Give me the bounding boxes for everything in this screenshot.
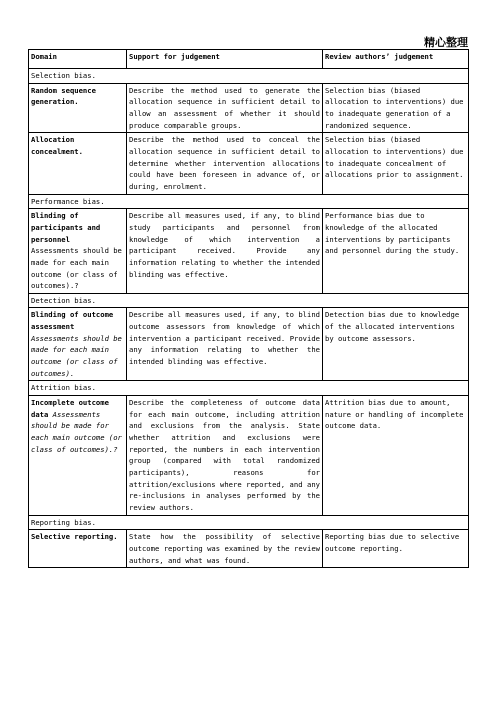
table-row [29, 133, 469, 194]
page-header-title: 精心整理 [424, 36, 468, 49]
category-label-detection: Detection bias. [29, 293, 469, 308]
table-row [29, 530, 469, 568]
domain-title: Blinding of participants and personnel [31, 211, 101, 244]
judgement-cell: Selection bias (biased allocation to interventions) due to inadequate concealment of allocations prior to assignment. [323, 133, 469, 194]
domain-cell [29, 209, 127, 294]
domain-title: Incomplete outcome data [31, 398, 109, 419]
table-row [29, 83, 469, 133]
category-label-performance: Performance bias. [29, 194, 469, 209]
table-row [29, 209, 469, 294]
table-header-row [29, 50, 469, 69]
domain-cell [29, 530, 127, 568]
domain-note: Assessments should be made for each main outcome (or class of outcomes).? [31, 246, 122, 291]
domain-note: Assessments should be made for each main outcome (or class of outcomes). [31, 333, 122, 378]
support-cell: State how the possibility of selective outcome reporting was examined by the review authors, and what was found. [127, 530, 323, 568]
domain-note: Assessments should be made for each main outcome (or class of outcomes).? [31, 409, 122, 454]
support-cell: Describe all measures used, if any, to blind outcome assessors from knowledge of which intervention a participant received. Provide any information relating to whether the intended blinding was effective. [127, 308, 323, 381]
domain-cell [29, 396, 127, 516]
domain-title: Blinding of outcome assessment [31, 310, 114, 332]
judgement-cell: Selection bias (biased allocation to interventions) due to inadequate generation of a randomized sequence. [323, 83, 469, 133]
column-header-support: Support for judgement [127, 50, 323, 69]
judgement-cell: Detection bias due to knowledge of the allocated interventions by outcome assessors. [323, 308, 469, 381]
category-row [29, 293, 469, 308]
support-cell: Describe the completeness of outcome data for each main outcome, including attrition and exclusions from the analysis. State whether attrition and exclusions were reported, the numbers in each intervention group (compared with total randomized participants), reasons for attrition/exclusions where reported, and any re-inclusions in analyses performed by the review authors. [127, 396, 323, 516]
column-header-domain: Domain [29, 50, 127, 69]
risk-of-bias-table [28, 49, 469, 568]
judgement-cell: Attrition bias due to amount, nature or handling of incomplete outcome data. [323, 396, 469, 516]
domain-cell [29, 308, 127, 381]
domain-cell [29, 133, 127, 194]
table-row [29, 308, 469, 381]
category-row [29, 69, 469, 84]
category-label-selection: Selection bias. [29, 69, 469, 84]
support-cell: Describe the method used to conceal the allocation sequence in sufficient detail to determine whether intervention allocations could have been foreseen in advance of, or during, enrolment. [127, 133, 323, 194]
support-cell: Describe all measures used, if any, to blind study participants and personnel from knowledge of which intervention a participant received. Provide any information relating to whether the intended blinding was effective. [127, 209, 323, 294]
category-label-attrition: Attrition bias. [29, 381, 469, 396]
domain-title: Random sequence generation. [31, 85, 96, 107]
category-row [29, 381, 469, 396]
domain-cell [29, 83, 127, 133]
category-row [29, 515, 469, 530]
judgement-cell: Performance bias due to knowledge of the allocated interventions by participants and personnel during the study. [323, 209, 469, 294]
support-cell: Describe the method used to generate the allocation sequence in sufficient detail to allow an assessment of whether it should produce comparable groups. [127, 83, 323, 133]
category-label-reporting: Reporting bias. [29, 515, 469, 530]
category-row [29, 194, 469, 209]
table-row [29, 396, 469, 516]
domain-title: Allocation concealment. [31, 135, 83, 156]
domain-title: Selective reporting. [31, 532, 118, 542]
column-header-judgement: Review authors’ judgement [323, 50, 469, 69]
judgement-cell: Reporting bias due to selective outcome reporting. [323, 530, 469, 568]
